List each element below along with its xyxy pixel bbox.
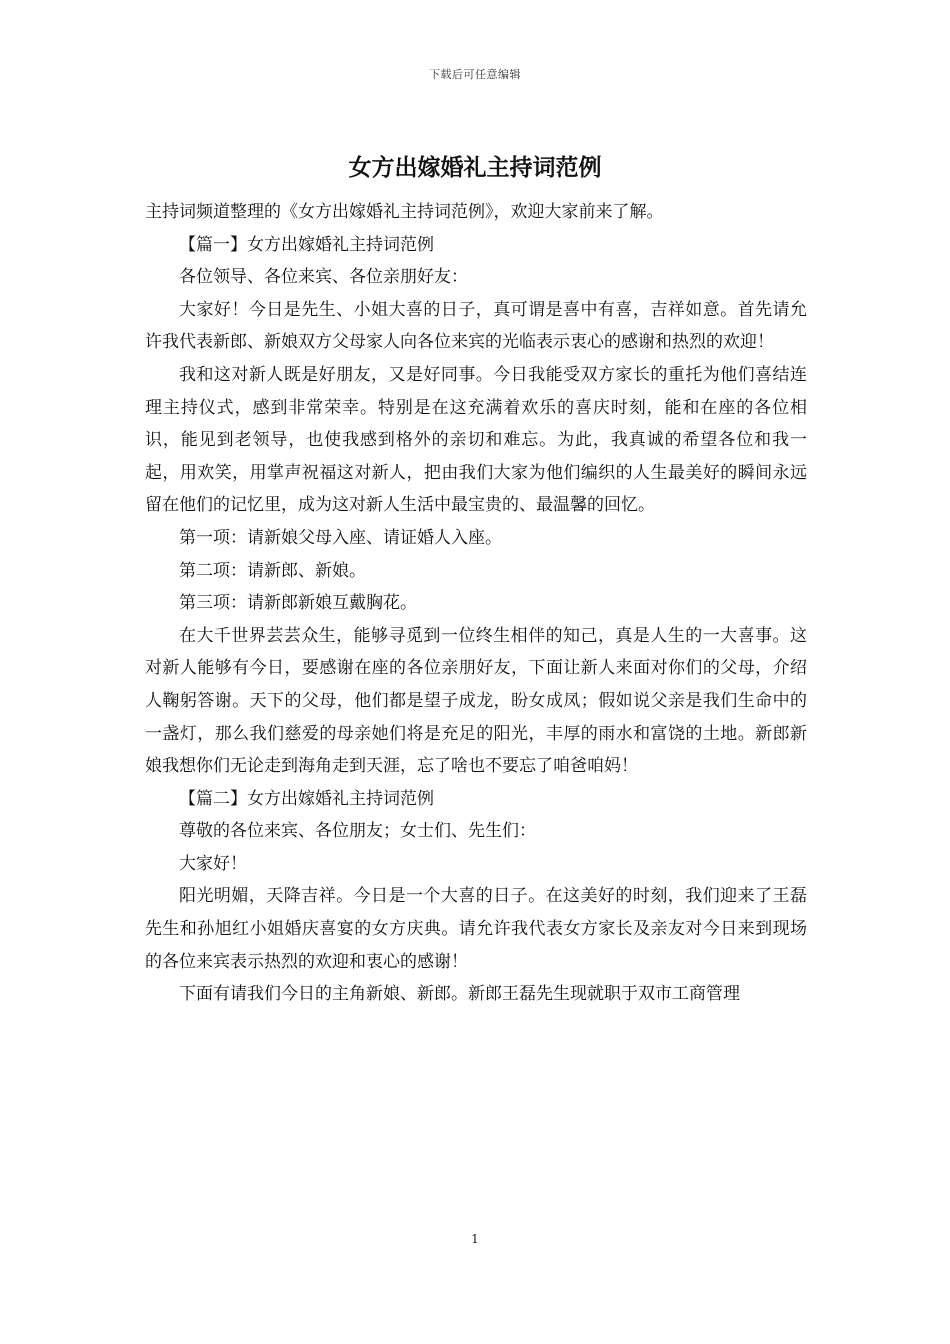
paragraph: 阳光明媚，天降吉祥。今日是一个大喜的日子。在这美好的时刻，我们迎来了王磊先生和孙旭红小姐婚庆喜宴的女方庆典。请允许我代表女方家长及亲友对今日来到现场的各位来宾表示热烈的欢迎和衷心的感谢！ bbox=[145, 886, 807, 972]
paragraph: 大家好！今日是先生、小姐大喜的日子，真可谓是喜中有喜，吉祥如意。首先请允许我代表新郎、新娘双方父母家人向各位来宾的光临表示衷心的感谢和热烈的欢迎！ bbox=[145, 299, 807, 353]
agenda-item-3: 第三项：请新郎新娘互戴胸花。 bbox=[179, 593, 417, 614]
salutation-2: 尊敬的各位来宾、各位朋友；女士们、先生们： bbox=[179, 821, 536, 842]
section-heading-1: 【篇一】女方出嫁婚礼主持词范例 bbox=[179, 234, 434, 255]
paragraph: 我和这对新人既是好朋友，又是好同事。今日我能受双方家长的重托为他们喜结连理主持仪式，感到非常荣幸。特别是在这充满着欢乐的喜庆时刻，能和在座的各位相识，能见到老领导，也使我感到格外的亲切和难忘。为此，我真诚的希望各位和我一起，用欢笑，用掌声祝福这对新人，把由我们大家为他们编织的人生最美好的瞬间永远留在他们的记忆里，成为这对新人生活中最宝贵的、最温馨的回忆。 bbox=[145, 364, 807, 516]
document-title: 女方出嫁婚礼主持词范例 bbox=[348, 154, 602, 181]
greeting: 大家好！ bbox=[179, 853, 247, 874]
agenda-item-2: 第二项：请新郎、新娘。 bbox=[179, 560, 366, 581]
header-note: 下载后可任意编辑 bbox=[429, 68, 521, 81]
page-number: 1 bbox=[471, 1232, 479, 1246]
intro-paragraph: 主持词频道整理的《女方出嫁婚礼主持词范例》，欢迎大家前来了解。 bbox=[145, 202, 664, 222]
section-heading-2: 【篇二】女方出嫁婚礼主持词范例 bbox=[179, 788, 434, 809]
paragraph: 下面有请我们今日的主角新娘、新郎。新郎王磊先生现就职于双市工商管理 bbox=[179, 984, 740, 1005]
salutation-1: 各位领导、各位来宾、各位亲朋好友： bbox=[179, 267, 468, 288]
paragraph: 在大千世界芸芸众生，能够寻觅到一位终生相伴的知己，真是人生的一大喜事。这对新人能够有今日，要感谢在座的各位亲朋好友，下面让新人来面对你们的父母，介绍人鞠躬答谢。天下的父母，他们都是望子成龙，盼女成凤；假如说父亲是我们生命中的一盏灯，那么我们慈爱的母亲她们将是充足的阳光，丰厚的雨水和富饶的土地。新郎新娘我想你们无论走到海角走到天涯，忘了啥也不要忘了咱爸咱妈！ bbox=[145, 625, 807, 777]
document-body bbox=[145, 196, 807, 1011]
agenda-item-1: 第一项：请新娘父母入座、请证婚人入座。 bbox=[179, 527, 502, 548]
